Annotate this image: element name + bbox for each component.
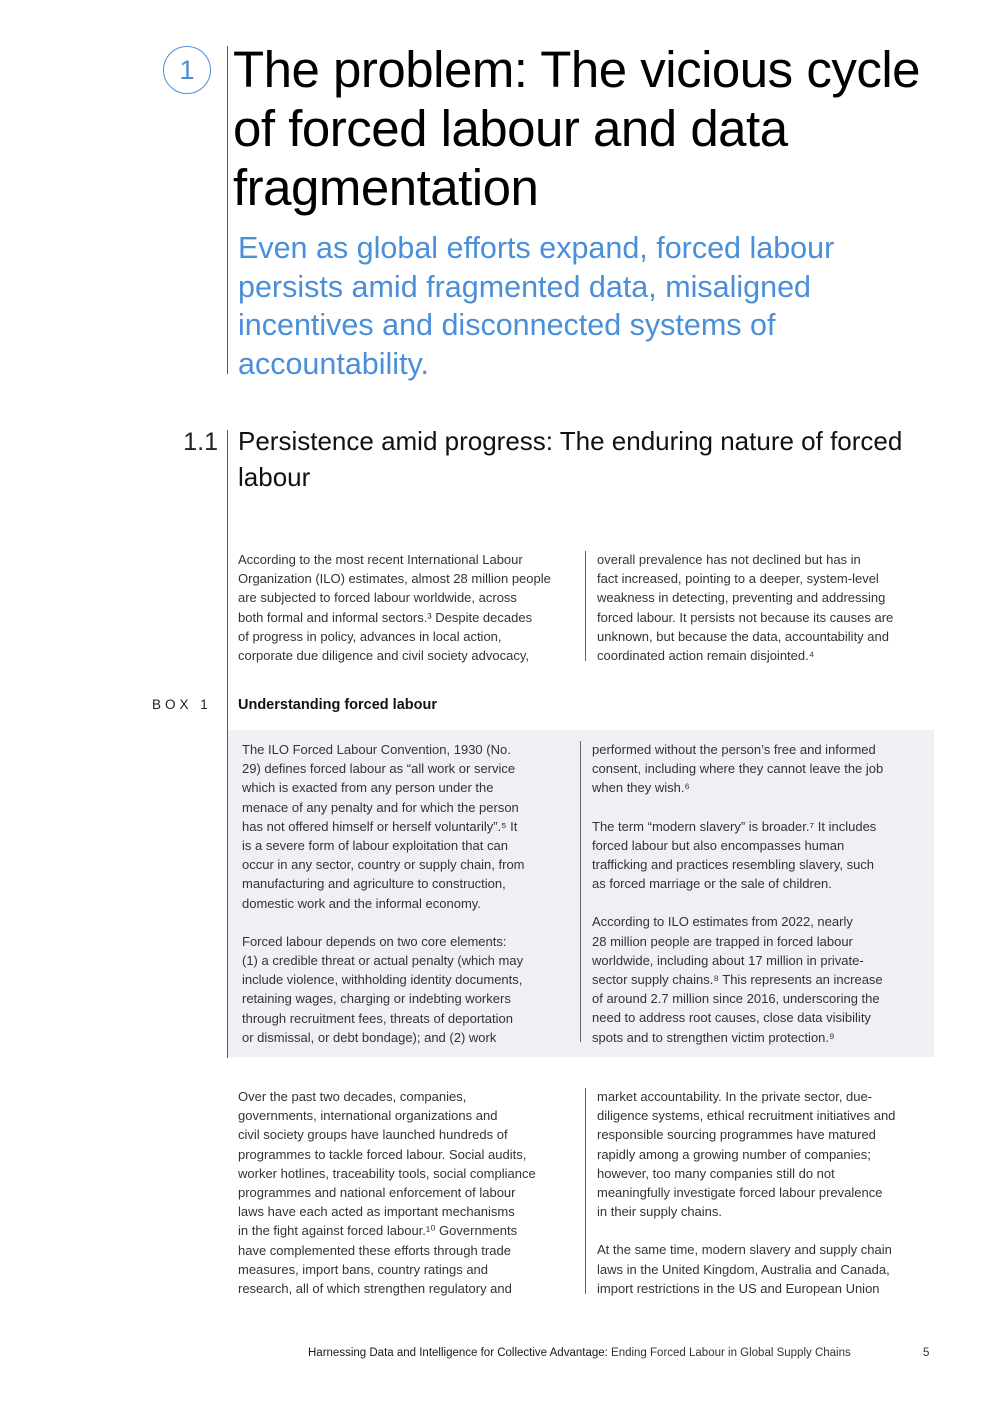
body-right-paragraph-1: market accountability. In the private sector, due- diligence systems, ethical recruitment initiatives and responsible sourcing programmes have matured rapidly among a growing number of companies; however, too many companies still do not meaningfully investigate forced labour prevalence in their supply chains.	[597, 1089, 896, 1220]
box-right-paragraph-3: According to ILO estimates from 2022, nearly 28 million people are trapped in forced labour worldwide, including about 17 million in private- sector supply chains.⁸ This represents an increase of around 2.7 million since 2016, underscoring the need to address root causes, close data visibility spots and to strengthen victim protection.⁹	[592, 914, 883, 1045]
section-number: 1.1	[183, 428, 218, 456]
box-left-column	[242, 740, 577, 1047]
intro-right-column	[597, 550, 937, 665]
chapter-number-badge	[163, 46, 211, 94]
intro-left-column	[238, 550, 578, 665]
box-left-paragraph-2: Forced labour depends on two core elements: (1) a credible threat or actual penalty (which may include violence, withholding identity documents, retaining wages, charging or indebting workers through recruitment fees, threats of deportation or dismissal, or debt bondage); and (2) work	[242, 933, 524, 1045]
footer-title-main: Harnessing Data and Intelligence for Collective Advantage:	[308, 1347, 608, 1359]
body-left-column	[238, 1087, 578, 1298]
body-right-paragraph-2: At the same time, modern slavery and supply chain laws in the United Kingdom, Australia and Canada, import restrictions in the US and European Union	[597, 1242, 892, 1296]
chapter-title: The problem: The vicious cycle of forced labour and data fragmentation	[233, 41, 921, 216]
intro-right-paragraph: overall prevalence has not declined but has in fact increased, pointing to a deeper, system-level weakness in detecting, preventing and addressing forced labour. It persists not because its causes are unknown, but because the data, accountability and coordinated action remain disjointed.⁴	[597, 552, 894, 664]
box-right-column	[592, 740, 932, 1047]
body-left-paragraph: Over the past two decades, companies, governments, international organizations and civil society groups have launched hundreds of programmes to tackle forced labour. Social audits, worker hotlines, traceability tools, social compliance programmes and national enforcement of labour laws have each acted as important mechanisms in the fight against forced labour.¹⁰ Governments have complemented these efforts through trade measures, import bans, country ratings and research, all of which strengthen regulatory and	[238, 1089, 536, 1297]
intro-left-paragraph: According to the most recent International Labour Organization (ILO) estimates, almost 28 million people are subjected to forced labour worldwide, across both formal and informal sectors.³ Despite decades of progress in policy, advances in local action, corporate due diligence and civil society advocacy,	[238, 552, 551, 664]
page-number: 5	[923, 1347, 930, 1359]
box-right-paragraph-1: performed without the person’s free and informed consent, including where they cannot leave the job when they wish.⁶	[592, 742, 884, 796]
body-right-column	[597, 1087, 937, 1298]
chapter-subtitle: Even as global efforts expand, forced labour persists amid fragmented data, misaligned incentives and disconnected systems of accountability.	[238, 231, 835, 381]
chapter-number: 1	[179, 54, 195, 85]
footer-title	[308, 1347, 851, 1359]
box-title: Understanding forced labour	[238, 697, 437, 713]
intro-column-divider	[585, 551, 586, 661]
chapter-rule	[227, 46, 228, 374]
box-right-paragraph-2: The term “modern slavery” is broader.⁷ It includes forced labour but also encompasses human trafficking and practices resembling slavery, such as forced marriage or the sale of children.	[592, 818, 877, 892]
box-column-divider	[580, 741, 581, 1042]
box-label: BOX 1	[152, 697, 212, 712]
section-title: Persistence amid progress: The enduring nature of forced labour	[238, 426, 903, 492]
box-left-paragraph-1: The ILO Forced Labour Convention, 1930 (No. 29) defines forced labour as “all work or service which is exacted from any person under the menace of any penalty and for which the person has not offered himself or herself voluntarily”.⁵ It is a severe form of labour exploitation that can occur in any sector, country or supply chain, from manufacturing and agriculture to construction, domestic work and the informal economy.	[242, 742, 525, 911]
footer-title-rest: Ending Forced Labour in Global Supply Chains	[607, 1347, 851, 1359]
body-column-divider	[585, 1088, 586, 1294]
